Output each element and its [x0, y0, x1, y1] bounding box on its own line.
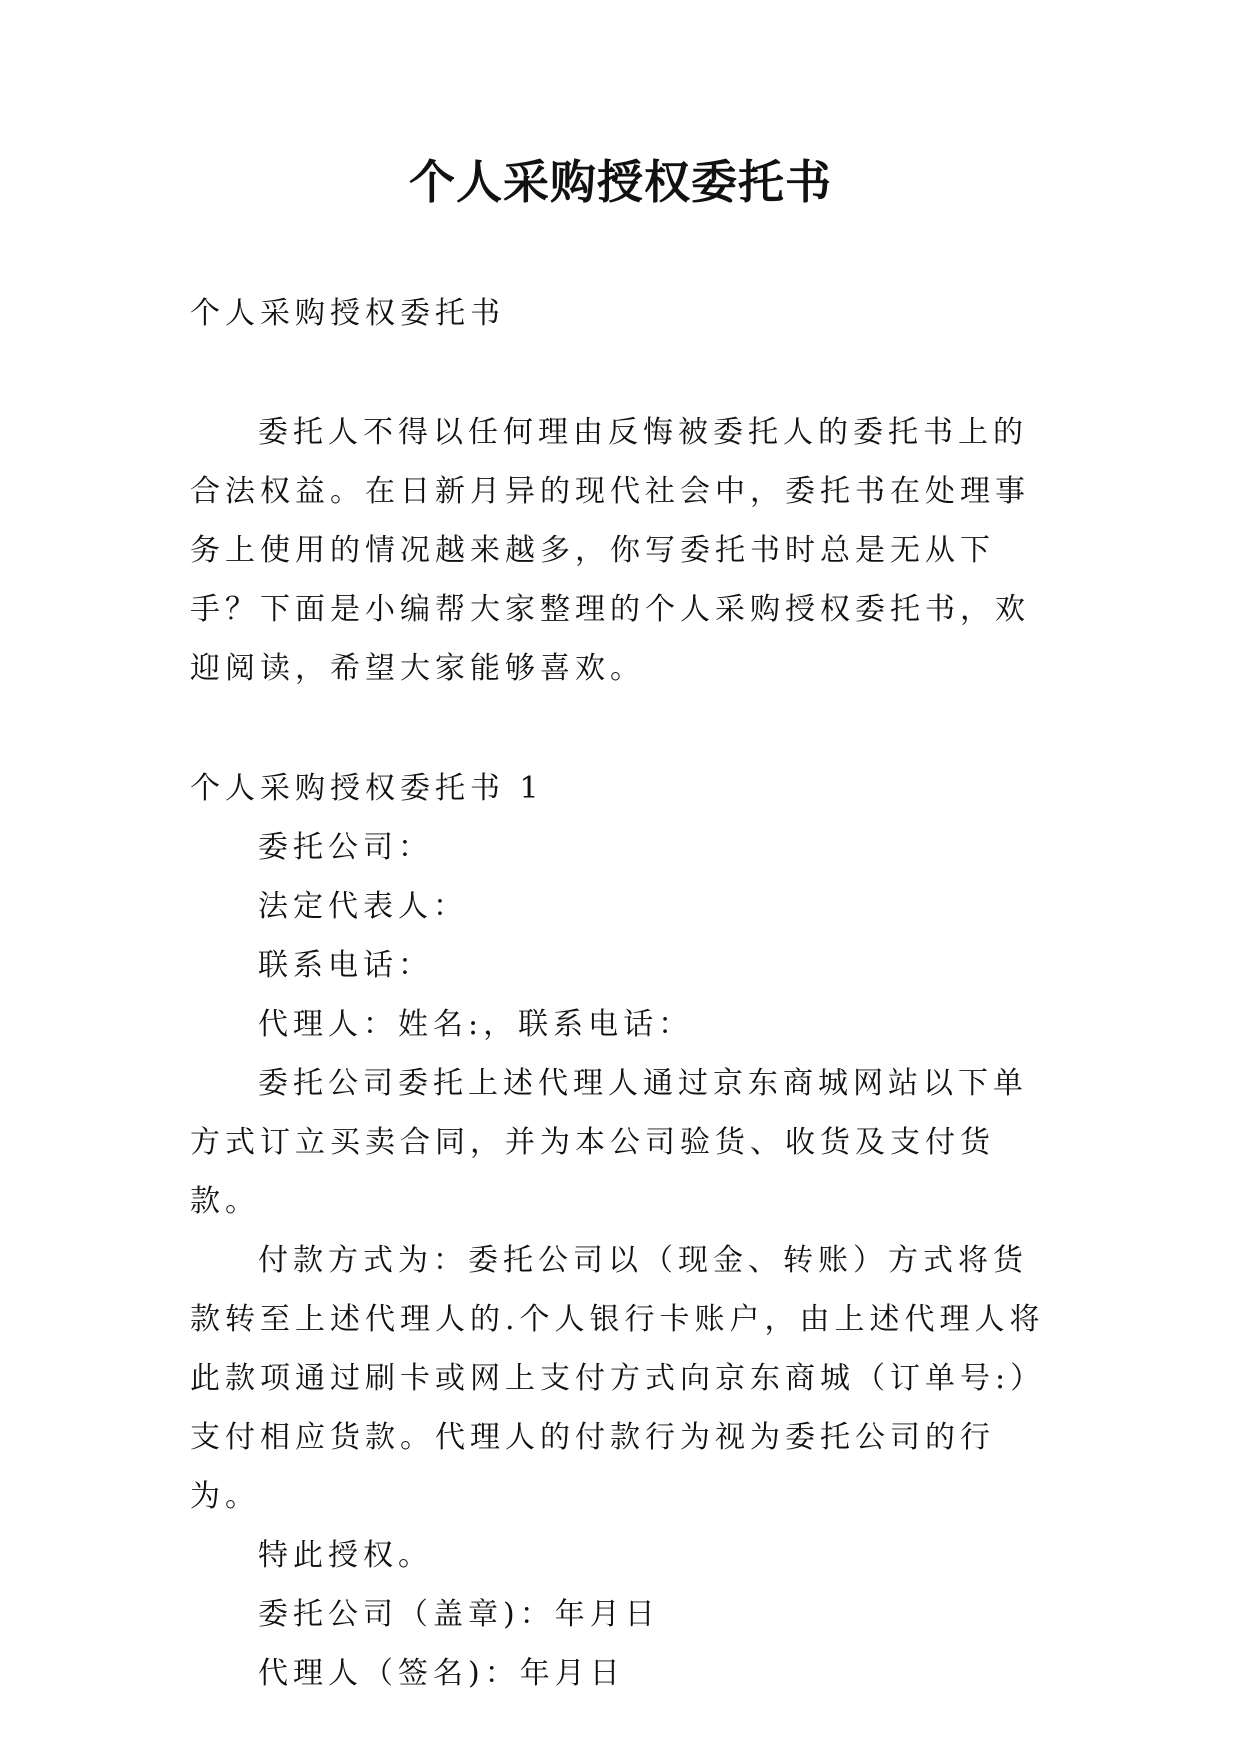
field-company: 委托公司： — [258, 830, 433, 865]
document-subtitle: 个人采购授权委托书 — [190, 296, 505, 331]
payment-paragraph: 付款方式为：委托公司以（现金、转账）方式将货款转至上述代理人的.个人银行卡账户，由上述代理人将此款项通过刷卡或网上支付方式向京东商城（订单号:）支付相应货款。代理人的付款行为视为委托公司的行为。 — [190, 1243, 1046, 1514]
field-phone: 联系电话： — [258, 948, 433, 983]
document-title: 个人采购授权委托书 — [409, 155, 832, 209]
field-legal-rep: 法定代表人： — [258, 889, 468, 924]
company-seal-line: 委托公司（盖章)：年月日 — [258, 1597, 660, 1632]
field-agent: 代理人：姓名:，联系电话： — [258, 1007, 694, 1042]
authorization-paragraph: 委托公司委托上述代理人通过京东商城网站以下单方式订立买卖合同，并为本公司验货、收货及支付货款。 — [190, 1066, 1028, 1219]
agent-signature-line: 代理人（签名)：年月日 — [258, 1656, 625, 1691]
section-heading: 个人采购授权委托书 1 — [190, 771, 544, 806]
intro-paragraph: 委托人不得以任何理由反悔被委托人的委托书上的合法权益。在日新月异的现代社会中，委托书在处理事务上使用的情况越来越多，你写委托书时总是无从下手？下面是小编帮大家整理的个人采购授权委托书，欢迎阅读，希望大家能够喜欢。 — [190, 415, 1030, 686]
section-letter-1 — [190, 759, 1050, 1703]
closing-line: 特此授权。 — [258, 1538, 433, 1573]
